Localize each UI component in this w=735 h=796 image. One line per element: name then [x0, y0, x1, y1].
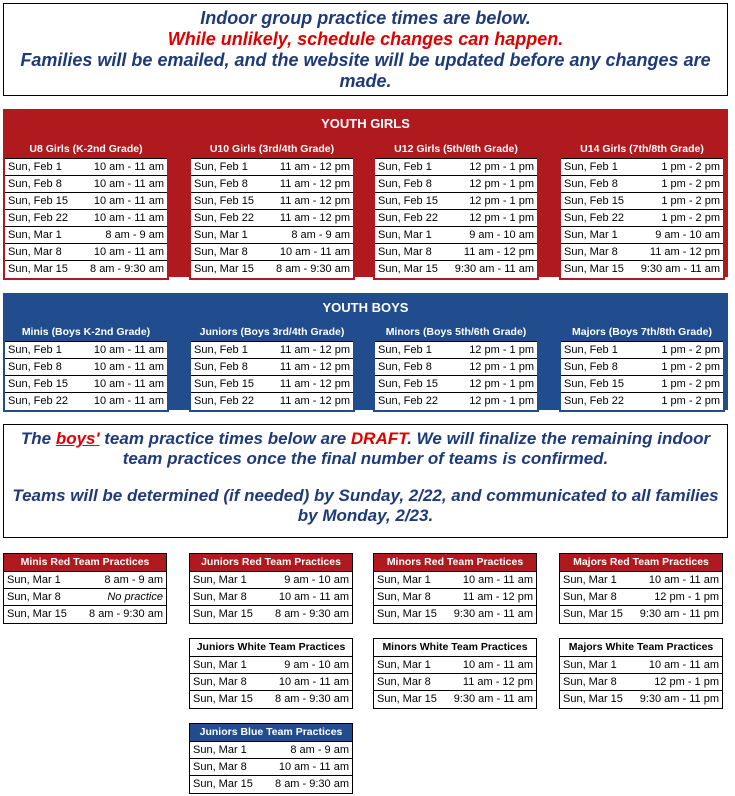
draft-notice — [3, 424, 728, 538]
practice-time: 10 am - 11 am — [93, 161, 164, 173]
team-table-header: Juniors Blue Team Practices — [190, 724, 352, 742]
practice-date: Sun, Feb 22 — [194, 395, 254, 407]
table-row — [560, 691, 722, 708]
practice-date: Sun, Feb 8 — [378, 361, 432, 373]
practice-time: 10 am - 11 am — [93, 212, 164, 224]
practice-date: Sun, Feb 22 — [564, 212, 624, 224]
table-row — [561, 159, 723, 176]
practice-date: Sun, Feb 1 — [378, 344, 432, 356]
practice-time: 8 am - 9:30 am — [275, 778, 349, 790]
practice-time: 10 am - 11 am — [278, 761, 349, 773]
practice-time: 11 am - 12 pm — [462, 676, 533, 688]
table-row — [374, 606, 536, 623]
youth-boys-title: YOUTH BOYS — [322, 300, 409, 315]
team-table-majors-red-team-practices — [559, 553, 723, 624]
table-row — [375, 159, 537, 176]
practice-time: 11 am - 12 pm — [463, 246, 534, 258]
table-row — [5, 227, 167, 244]
table-row — [374, 572, 536, 589]
team-table-header: Majors Red Team Practices — [560, 554, 722, 572]
table-row — [5, 244, 167, 261]
draft-text-draft: DRAFT — [350, 429, 408, 448]
practice-date: Sun, Mar 15 — [564, 263, 624, 275]
schedule-table-minors-boys-5th-6th-grade — [373, 322, 539, 412]
practice-time: 11 am - 12 pm — [279, 161, 350, 173]
practice-date: Sun, Mar 1 — [378, 229, 432, 241]
practice-time: 11 am - 12 pm — [462, 591, 533, 603]
schedule-table-header: Juniors (Boys 3rd/4th Grade) — [191, 324, 353, 342]
draft-text-the: The — [20, 429, 56, 448]
schedule-table-u8-girls-k-2nd-grade — [3, 139, 169, 280]
practice-time: 11 am - 12 pm — [279, 195, 350, 207]
table-row — [5, 159, 167, 176]
table-row — [374, 674, 536, 691]
table-row — [191, 359, 353, 376]
practice-time: 1 pm - 2 pm — [661, 395, 720, 407]
team-table-juniors-blue-team-practices — [189, 723, 353, 794]
practice-time: 10 am - 11 am — [93, 195, 164, 207]
table-row — [190, 742, 352, 759]
team-table-minors-white-team-practices — [373, 638, 537, 709]
practice-time: 10 am - 11 am — [648, 574, 719, 586]
practice-time: 12 pm - 1 pm — [469, 161, 534, 173]
table-row — [5, 359, 167, 376]
practice-time: 8 am - 9 am — [105, 229, 164, 241]
table-row — [5, 342, 167, 359]
practice-date: Sun, Mar 8 — [563, 676, 617, 688]
table-row — [560, 572, 722, 589]
practice-time: 8 am - 9 am — [291, 229, 350, 241]
practice-date: Sun, Mar 15 — [7, 608, 67, 620]
practice-time: 10 am - 11 am — [278, 591, 349, 603]
practice-date: Sun, Feb 8 — [8, 361, 62, 373]
draft-text-boys: boys' — [55, 429, 100, 448]
practice-date: Sun, Feb 22 — [194, 212, 254, 224]
table-row — [561, 393, 723, 410]
practice-date: Sun, Mar 1 — [7, 574, 61, 586]
table-row — [190, 606, 352, 623]
practice-date: Sun, Mar 8 — [378, 246, 432, 258]
practice-date: Sun, Mar 15 — [8, 263, 68, 275]
practice-date: Sun, Mar 1 — [563, 574, 617, 586]
practice-time: 10 am - 11 am — [462, 659, 533, 671]
table-row — [191, 261, 353, 278]
table-row — [191, 342, 353, 359]
schedule-table-u12-girls-5th-6th-grade — [373, 139, 539, 280]
practice-date: Sun, Mar 15 — [194, 263, 254, 275]
table-row — [375, 261, 537, 278]
practice-time: 9 am - 10 am — [469, 229, 534, 241]
team-table-minors-red-team-practices — [373, 553, 537, 624]
table-row — [191, 376, 353, 393]
practice-time: 9 am - 10 am — [655, 229, 720, 241]
table-row — [375, 176, 537, 193]
practice-time: 10 am - 11 am — [93, 178, 164, 190]
practice-date: Sun, Feb 15 — [564, 195, 624, 207]
practice-time: 11 am - 12 pm — [279, 395, 350, 407]
practice-date: Sun, Mar 1 — [193, 744, 247, 756]
practice-date: Sun, Mar 15 — [563, 693, 623, 705]
practice-time: 12 pm - 1 pm — [469, 212, 534, 224]
practice-date: Sun, Mar 8 — [377, 676, 431, 688]
practice-date: Sun, Feb 15 — [194, 378, 254, 390]
practice-time: 11 am - 12 pm — [279, 361, 350, 373]
table-row — [4, 572, 166, 589]
practice-date: Sun, Feb 15 — [564, 378, 624, 390]
notice-line-1: Indoor group practice times are below. — [200, 8, 531, 28]
team-table-header: Minis Red Team Practices — [4, 554, 166, 572]
table-row — [191, 159, 353, 176]
practice-time: 8 am - 9 am — [290, 744, 349, 756]
table-row — [560, 589, 722, 606]
practice-date: Sun, Mar 15 — [378, 263, 438, 275]
practice-time: 12 pm - 1 pm — [654, 591, 719, 603]
practice-date: Sun, Mar 1 — [193, 574, 247, 586]
practice-date: Sun, Feb 8 — [564, 178, 618, 190]
table-row — [375, 393, 537, 410]
table-row — [5, 176, 167, 193]
table-row — [561, 227, 723, 244]
team-table-header: Minors Red Team Practices — [374, 554, 536, 572]
practice-date: Sun, Mar 15 — [193, 778, 253, 790]
table-row — [375, 193, 537, 210]
practice-time: 10 am - 11 am — [279, 246, 350, 258]
practice-date: Sun, Feb 1 — [8, 161, 62, 173]
schedule-table-header: U8 Girls (K-2nd Grade) — [5, 141, 167, 159]
practice-date: Sun, Feb 15 — [194, 195, 254, 207]
practice-time: 9:30 am - 11 am — [453, 693, 533, 705]
draft-text-mid: team practice times below are — [99, 429, 351, 448]
team-table-juniors-white-team-practices — [189, 638, 353, 709]
practice-date: Sun, Feb 15 — [378, 378, 438, 390]
practice-date: Sun, Feb 22 — [8, 212, 68, 224]
draft-notice-line-1 — [4, 429, 727, 469]
practice-time: 1 pm - 2 pm — [661, 378, 720, 390]
practice-date: Sun, Feb 22 — [564, 395, 624, 407]
practice-date: Sun, Mar 15 — [193, 693, 253, 705]
practice-time: 12 pm - 1 pm — [469, 178, 534, 190]
practice-time: 12 pm - 1 pm — [654, 676, 719, 688]
table-row — [191, 393, 353, 410]
table-row — [561, 376, 723, 393]
draft-notice-line-2: Teams will be determined (if needed) by Sunday, 2/22, and communicated to all families by Monday, 2/23. — [12, 486, 719, 525]
practice-date: Sun, Feb 8 — [378, 178, 432, 190]
schedule-table-u14-girls-7th-8th-grade — [559, 139, 725, 280]
table-row — [560, 606, 722, 623]
practice-date: Sun, Mar 8 — [377, 591, 431, 603]
table-row — [374, 589, 536, 606]
practice-time: 8 am - 9:30 am — [276, 263, 350, 275]
practice-date: Sun, Feb 1 — [194, 161, 248, 173]
practice-date: Sun, Feb 8 — [194, 178, 248, 190]
practice-date: Sun, Feb 1 — [194, 344, 248, 356]
practice-time: 1 pm - 2 pm — [661, 344, 720, 356]
practice-date: Sun, Mar 1 — [194, 229, 248, 241]
practice-time: 9 am - 10 am — [284, 574, 349, 586]
practice-date: Sun, Mar 1 — [377, 659, 431, 671]
schedule-table-header: U14 Girls (7th/8th Grade) — [561, 141, 723, 159]
practice-date: Sun, Feb 1 — [564, 344, 618, 356]
table-row — [374, 691, 536, 708]
schedule-table-majors-boys-7th-8th-grade — [559, 322, 725, 412]
practice-time: 8 am - 9:30 am — [275, 608, 349, 620]
practice-time: 10 am - 11 am — [93, 395, 164, 407]
practice-time: 12 pm - 1 pm — [469, 195, 534, 207]
table-row — [191, 244, 353, 261]
team-table-header: Juniors White Team Practices — [190, 639, 352, 657]
table-row — [5, 393, 167, 410]
practice-time: 10 am - 11 am — [648, 659, 719, 671]
practice-date: Sun, Mar 8 — [563, 591, 617, 603]
practice-time: 10 am - 11 am — [93, 378, 164, 390]
practice-time: 9:30 am - 11 am — [453, 608, 533, 620]
practice-time: 12 pm - 1 pm — [469, 361, 534, 373]
team-table-minis-red-team-practices — [3, 553, 167, 624]
practice-date: Sun, Feb 22 — [378, 212, 438, 224]
table-row — [5, 193, 167, 210]
table-row — [375, 359, 537, 376]
practice-time: 12 pm - 1 pm — [469, 395, 534, 407]
table-row — [190, 674, 352, 691]
practice-date: Sun, Mar 15 — [563, 608, 623, 620]
table-row — [190, 572, 352, 589]
practice-date: Sun, Mar 15 — [377, 608, 437, 620]
practice-time: 8 am - 9 am — [104, 574, 163, 586]
draft-text-rest: . We will finalize the remaining indoor team practices once the final number of teams is confirmed. — [122, 429, 711, 468]
table-row — [190, 776, 352, 793]
practice-time: 11 am - 12 pm — [279, 378, 350, 390]
practice-time: 8 am - 9:30 am — [90, 263, 164, 275]
practice-time: 12 pm - 1 pm — [469, 344, 534, 356]
schedule-table-header: U12 Girls (5th/6th Grade) — [375, 141, 537, 159]
table-row — [561, 359, 723, 376]
table-row — [190, 759, 352, 776]
practice-time: No practice — [107, 591, 163, 603]
practice-time: 11 am - 12 pm — [279, 344, 350, 356]
notice-line-2: While unlikely, schedule changes can happen. — [167, 29, 564, 49]
practice-date: Sun, Feb 1 — [8, 344, 62, 356]
table-row — [375, 244, 537, 261]
practice-time: 10 am - 11 am — [93, 246, 164, 258]
practice-date: Sun, Mar 15 — [377, 693, 437, 705]
practice-time: 1 pm - 2 pm — [661, 212, 720, 224]
practice-date: Sun, Feb 22 — [8, 395, 68, 407]
practice-time: 11 am - 12 pm — [649, 246, 720, 258]
practice-time: 12 pm - 1 pm — [469, 378, 534, 390]
practice-time: 8 am - 9:30 am — [89, 608, 163, 620]
table-row — [375, 210, 537, 227]
team-table-header: Majors White Team Practices — [560, 639, 722, 657]
practice-date: Sun, Mar 1 — [377, 574, 431, 586]
table-row — [190, 589, 352, 606]
practice-time: 9:30 am - 11 am — [454, 263, 534, 275]
table-row — [375, 376, 537, 393]
youth-girls-title: YOUTH GIRLS — [321, 116, 410, 131]
practice-date: Sun, Mar 8 — [8, 246, 62, 258]
practice-date: Sun, Feb 15 — [8, 378, 68, 390]
practice-time: 10 am - 11 am — [462, 574, 533, 586]
practice-time: 1 pm - 2 pm — [661, 361, 720, 373]
table-row — [561, 342, 723, 359]
table-row — [561, 210, 723, 227]
table-row — [561, 176, 723, 193]
schedule-table-juniors-boys-3rd-4th-grade — [189, 322, 355, 412]
practice-date: Sun, Mar 8 — [194, 246, 248, 258]
team-table-header: Minors White Team Practices — [374, 639, 536, 657]
practice-date: Sun, Feb 8 — [8, 178, 62, 190]
practice-date: Sun, Mar 15 — [193, 608, 253, 620]
table-row — [5, 376, 167, 393]
practice-time: 1 pm - 2 pm — [661, 178, 720, 190]
table-row — [4, 606, 166, 623]
table-row — [5, 210, 167, 227]
table-row — [190, 691, 352, 708]
table-row — [191, 193, 353, 210]
practice-date: Sun, Mar 1 — [8, 229, 62, 241]
table-row — [191, 176, 353, 193]
schedule-table-minis-boys-k-2nd-grade — [3, 322, 169, 412]
schedule-table-header: Minis (Boys K-2nd Grade) — [5, 324, 167, 342]
practice-date: Sun, Mar 8 — [193, 761, 247, 773]
table-row — [191, 210, 353, 227]
table-row — [190, 657, 352, 674]
practice-date: Sun, Feb 15 — [8, 195, 68, 207]
team-table-juniors-red-team-practices — [189, 553, 353, 624]
practice-time: 9:30 am - 11 am — [640, 263, 720, 275]
table-row — [5, 261, 167, 278]
table-row — [561, 193, 723, 210]
team-table-header: Juniors Red Team Practices — [190, 554, 352, 572]
practice-date: Sun, Feb 22 — [378, 395, 438, 407]
practice-date: Sun, Mar 8 — [193, 591, 247, 603]
table-row — [560, 657, 722, 674]
practice-time: 10 am - 11 am — [93, 344, 164, 356]
practice-time: 1 pm - 2 pm — [661, 161, 720, 173]
table-row — [561, 244, 723, 261]
schedule-table-header: U10 Girls (3rd/4th Grade) — [191, 141, 353, 159]
practice-date: Sun, Feb 1 — [564, 161, 618, 173]
practice-date: Sun, Mar 1 — [564, 229, 618, 241]
top-notice — [3, 3, 728, 96]
schedule-table-header: Majors (Boys 7th/8th Grade) — [561, 324, 723, 342]
practice-time: 10 am - 11 am — [93, 361, 164, 373]
table-row — [560, 674, 722, 691]
practice-time: 8 am - 9:30 am — [275, 693, 349, 705]
team-table-majors-white-team-practices — [559, 638, 723, 709]
practice-date: Sun, Feb 1 — [378, 161, 432, 173]
practice-date: Sun, Mar 8 — [193, 676, 247, 688]
practice-time: 1 pm - 2 pm — [661, 195, 720, 207]
practice-time: 11 am - 12 pm — [279, 178, 350, 190]
practice-time: 9:30 am - 11 pm — [639, 608, 719, 620]
practice-time: 11 am - 12 pm — [279, 212, 350, 224]
practice-date: Sun, Feb 15 — [378, 195, 438, 207]
practice-date: Sun, Feb 8 — [564, 361, 618, 373]
practice-time: 10 am - 11 am — [278, 676, 349, 688]
practice-date: Sun, Mar 1 — [193, 659, 247, 671]
schedule-table-header: Minors (Boys 5th/6th Grade) — [375, 324, 537, 342]
practice-date: Sun, Feb 8 — [194, 361, 248, 373]
practice-time: 9:30 am - 11 pm — [639, 693, 719, 705]
table-row — [374, 657, 536, 674]
table-row — [561, 261, 723, 278]
table-row — [191, 227, 353, 244]
practice-time: 9 am - 10 am — [284, 659, 349, 671]
practice-date: Sun, Mar 8 — [7, 591, 61, 603]
table-row — [375, 342, 537, 359]
table-row — [4, 589, 166, 606]
practice-date: Sun, Mar 8 — [564, 246, 618, 258]
practice-date: Sun, Mar 1 — [563, 659, 617, 671]
table-row — [375, 227, 537, 244]
schedule-table-u10-girls-3rd-4th-grade — [189, 139, 355, 280]
notice-line-3: Families will be emailed, and the website will be updated before any changes are made. — [20, 50, 711, 91]
